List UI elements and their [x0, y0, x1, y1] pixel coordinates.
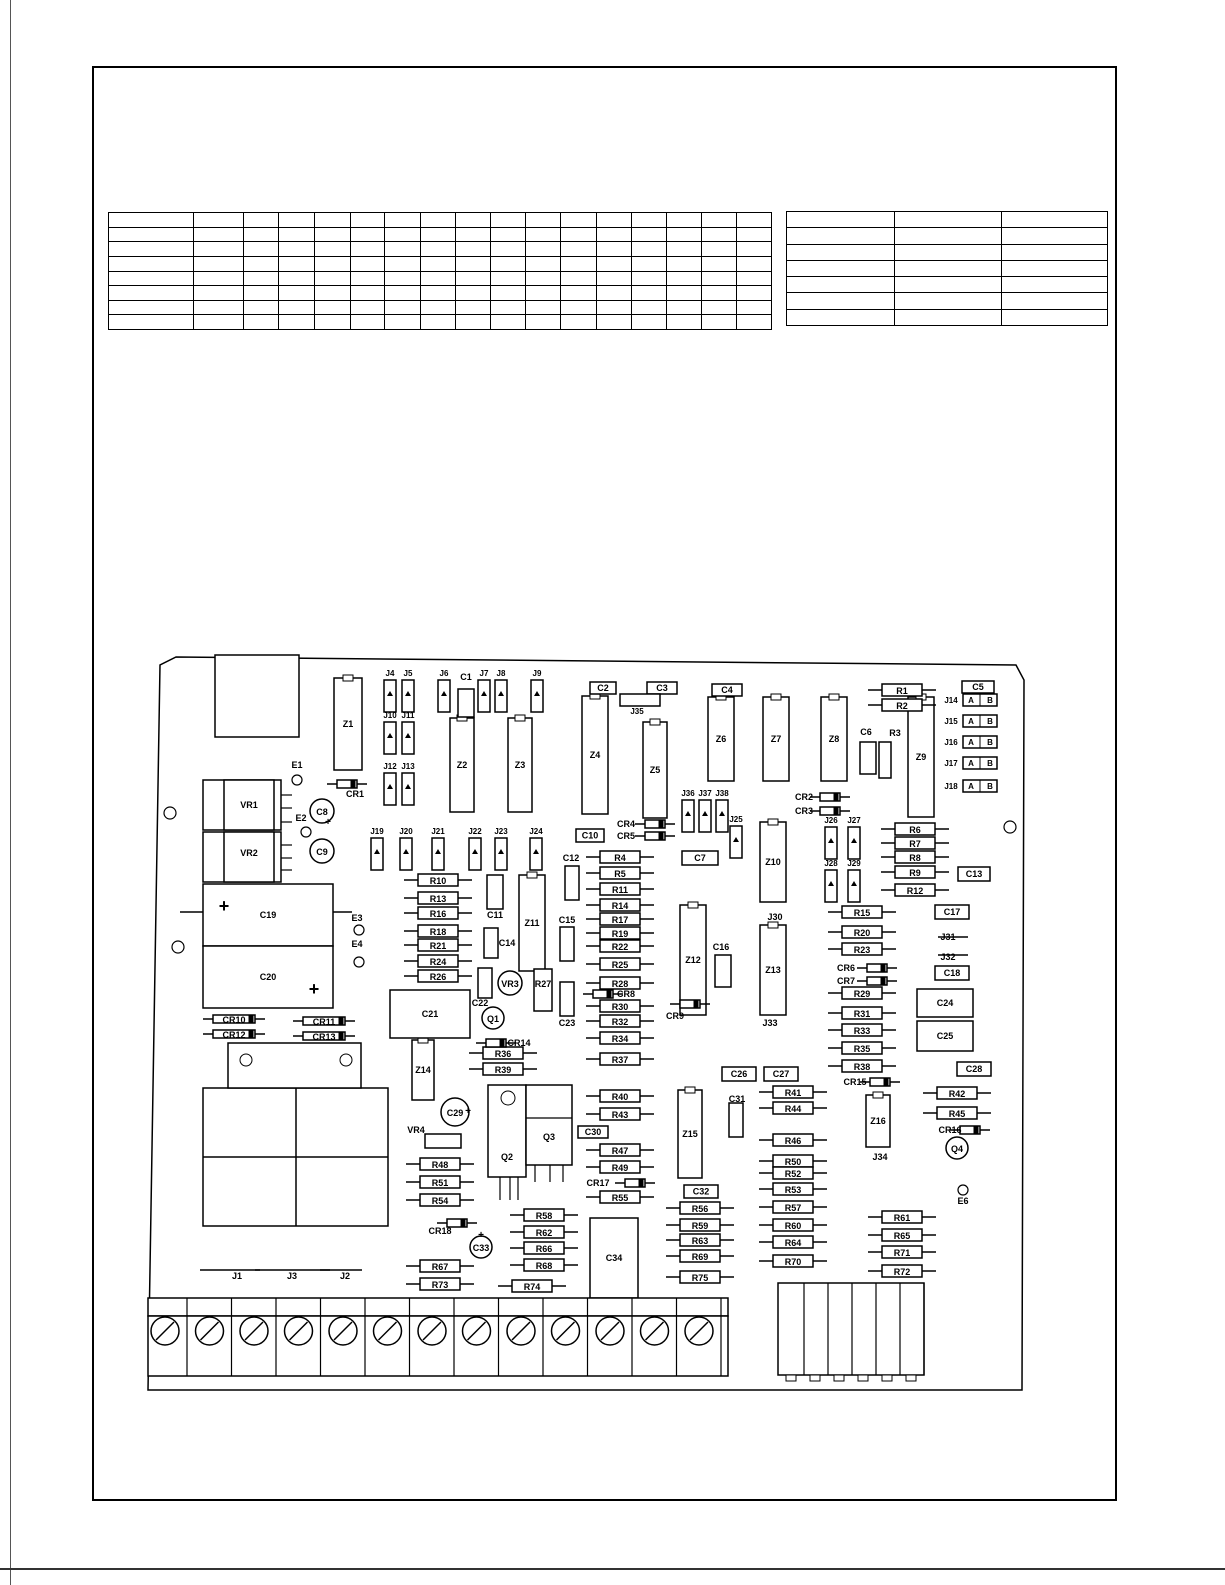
diode-band-icon — [249, 1030, 253, 1038]
resistor-label-r15: R15 — [853, 908, 871, 918]
jumper-label-j10: J10 — [383, 711, 397, 720]
ic-label-z5: Z5 — [649, 765, 661, 775]
capacitor-label-c9: C9 — [316, 847, 328, 857]
diode-label-cr17: CR17 — [586, 1178, 610, 1188]
capacitor-label-c26: C26 — [730, 1069, 748, 1079]
resistor-label-r43: R43 — [611, 1110, 629, 1120]
mounting-hole-icon — [501, 1091, 515, 1105]
capacitor-label-c33: C33 — [472, 1243, 490, 1253]
diode-band-icon — [834, 793, 838, 801]
resistor-label-r63: R63 — [691, 1236, 709, 1246]
resistor-label-r17: R17 — [611, 915, 629, 925]
jumper-label-j20: J20 — [399, 827, 413, 836]
regulator-label-vr4: VR4 — [407, 1125, 425, 1135]
diode-band-icon — [339, 1032, 343, 1040]
capacitor-label-c6: C6 — [860, 727, 872, 737]
ic-notch-icon — [768, 922, 778, 928]
capacitor-label-c29: C29 — [446, 1108, 464, 1118]
resistor-label-r9: R9 — [909, 868, 921, 878]
regulator-label-vr3: VR3 — [501, 979, 519, 989]
capacitor-label-c31: C31 — [728, 1094, 746, 1104]
diode-band-icon — [834, 807, 838, 815]
resistor-label-r12: R12 — [906, 886, 924, 896]
resistor-label-r30: R30 — [611, 1002, 629, 1012]
capacitor-label-c5: C5 — [972, 682, 984, 692]
jumper-label-j37: J37 — [698, 789, 712, 798]
resistor-label-r67: R67 — [431, 1262, 449, 1272]
diode-label-cr16: CR16 — [938, 1125, 962, 1135]
resistor-label-r23: R23 — [853, 945, 871, 955]
resistor-label-r5: R5 — [614, 869, 626, 879]
resistor-label-r69: R69 — [691, 1252, 709, 1262]
resistor-label-r48: R48 — [431, 1160, 449, 1170]
resistor-label-r28: R28 — [611, 979, 629, 989]
resistor-label-r14: R14 — [611, 901, 629, 911]
capacitor-label-c12: C12 — [562, 853, 580, 863]
capacitor-label-c8: C8 — [316, 807, 328, 817]
resistor-label-r54: R54 — [431, 1196, 449, 1206]
capacitor-c14 — [484, 928, 498, 958]
jumper-position-a: A — [968, 738, 974, 747]
transistor-label-q1: Q1 — [486, 1014, 500, 1024]
pin-icon — [906, 1375, 916, 1381]
ic-label-z12: Z12 — [685, 955, 701, 965]
jumper-label-j15: J15 — [944, 717, 958, 726]
resistor-label-r65: R65 — [893, 1231, 911, 1241]
capacitor-label-c24: C24 — [936, 998, 954, 1008]
diode-band-icon — [351, 780, 355, 788]
jumper-label-j36: J36 — [681, 789, 695, 798]
resistor-label-r7: R7 — [909, 839, 921, 849]
ic-label-z14: Z14 — [415, 1065, 431, 1075]
terminal-e2 — [301, 827, 311, 837]
plus-sign-icon: + — [478, 1230, 484, 1241]
resistor-label-r40: R40 — [611, 1092, 629, 1102]
terminal-e6 — [958, 1185, 968, 1195]
ic-label-z6: Z6 — [715, 734, 727, 744]
capacitor-label-c34: C34 — [605, 1253, 623, 1263]
diode-label-cr8: CR8 — [616, 989, 636, 999]
diode-label-cr18: CR18 — [428, 1226, 452, 1236]
diode-band-icon — [881, 977, 885, 985]
resistor-r27 — [534, 969, 552, 1011]
diode-label-cr5: CR5 — [616, 831, 636, 841]
jumper-label-j28: J28 — [824, 859, 838, 868]
ic-notch-icon — [829, 694, 839, 700]
ic-label-z15: Z15 — [682, 1129, 698, 1139]
jumper-label-j14: J14 — [944, 696, 958, 705]
diode-label-cr14: CR14 — [507, 1038, 531, 1048]
resistor-label-r11: R11 — [611, 885, 629, 895]
resistor-label-r2: R2 — [896, 701, 908, 711]
resistor-label-r46: R46 — [784, 1136, 802, 1146]
diode-band-icon — [249, 1015, 253, 1023]
mounting-hole-icon — [340, 1054, 352, 1066]
transistor-label-q4: Q4 — [950, 1144, 964, 1154]
pin-icon — [858, 1375, 868, 1381]
jumper-label-j29: J29 — [847, 859, 861, 868]
jumper-label-j3: J3 — [286, 1271, 298, 1281]
resistor-label-r55: R55 — [611, 1193, 629, 1203]
pin-header-connector — [778, 1283, 924, 1375]
capacitor-label-c14: C14 — [498, 938, 516, 948]
resistor-label-r61: R61 — [893, 1213, 911, 1223]
resistor-label-r73: R73 — [431, 1280, 449, 1290]
resistor-label-r57: R57 — [784, 1203, 802, 1213]
jumper-j35 — [620, 694, 660, 706]
capacitor-c22 — [478, 968, 492, 998]
jumper-label-j5: J5 — [403, 669, 413, 678]
resistor-label-r56: R56 — [691, 1204, 709, 1214]
diode-label-cr6: CR6 — [836, 963, 856, 973]
ic-notch-icon — [527, 872, 537, 878]
jumper-label-j12: J12 — [383, 762, 397, 771]
diode-label-cr2: CR2 — [794, 792, 814, 802]
resistor-label-r22: R22 — [611, 942, 629, 952]
jumper-label-j25: J25 — [729, 815, 743, 824]
resistor-label-r53: R53 — [784, 1185, 802, 1195]
jumper-label-j22: J22 — [468, 827, 482, 836]
jumper-label-j32: J32 — [940, 952, 956, 962]
capacitor-label-c13: C13 — [965, 869, 983, 879]
resistor-label-r74: R74 — [523, 1282, 541, 1292]
jumper-position-a: A — [968, 696, 974, 705]
regulator-label-vr2: VR2 — [240, 848, 258, 858]
capacitor-label-c4: C4 — [721, 685, 733, 695]
capacitor-c6 — [860, 742, 876, 774]
mounting-hole-icon — [164, 807, 176, 819]
capacitor-label-c10: C10 — [581, 830, 599, 841]
jumper-label-j23: J23 — [494, 827, 508, 836]
diode-label-cr13: CR13 — [312, 1032, 336, 1042]
resistor-label-r66: R66 — [535, 1244, 553, 1254]
resistor-label-r38: R38 — [853, 1062, 871, 1072]
capacitor-c16 — [715, 955, 731, 987]
ic-label-z1: Z1 — [342, 719, 354, 729]
resistor-label-r1: R1 — [896, 686, 908, 696]
resistor-label-r68: R68 — [535, 1261, 553, 1271]
jumper-position-b: B — [987, 696, 993, 705]
capacitor-label-c17: C17 — [943, 907, 961, 917]
jumper-position-b: B — [987, 782, 993, 791]
capacitor-c23 — [560, 982, 574, 1016]
diode-label-cr12: CR12 — [222, 1030, 246, 1040]
ic-label-z7: Z7 — [770, 734, 782, 744]
diode-label-cr10: CR10 — [222, 1015, 246, 1025]
jumper-label-j38: J38 — [715, 789, 729, 798]
jumper-label-j35: J35 — [630, 707, 644, 716]
capacitor-label-c20: C20 — [259, 972, 277, 982]
resistor-label-r37: R37 — [611, 1055, 629, 1065]
mounting-hole-icon — [240, 1054, 252, 1066]
ic-label-z13: Z13 — [765, 965, 781, 975]
diode-label-cr9: CR9 — [665, 1011, 685, 1021]
jumper-label-j13: J13 — [401, 762, 415, 771]
jumper-label-j7: J7 — [479, 669, 489, 678]
terminal-e3 — [354, 925, 364, 935]
terminal-label-e6: E6 — [957, 1196, 969, 1206]
diode-band-icon — [659, 832, 663, 840]
diode-band-icon — [500, 1039, 504, 1047]
resistor-label-r13: R13 — [429, 894, 447, 904]
resistor-label-r62: R62 — [535, 1228, 553, 1238]
diode-label-cr15: CR15 — [843, 1077, 867, 1087]
resistor-label-r6: R6 — [909, 825, 921, 835]
capacitor-label-c15: C15 — [558, 915, 576, 925]
jumper-label-j2: J2 — [339, 1271, 351, 1281]
capacitor-label-c7: C7 — [694, 853, 706, 863]
terminal-label-e4: E4 — [351, 939, 363, 949]
resistor-label-r75: R75 — [691, 1273, 709, 1283]
resistor-label-r3: R3 — [889, 728, 901, 738]
ic-label-z8: Z8 — [828, 734, 840, 744]
resistor-label-r18: R18 — [429, 927, 447, 937]
terminal-block-top — [148, 1298, 728, 1316]
ic-label-z4: Z4 — [589, 750, 601, 760]
resistor-label-r47: R47 — [611, 1146, 629, 1156]
terminal-e4 — [354, 957, 364, 967]
capacitor-c11 — [487, 875, 503, 909]
terminal-label-e2: E2 — [295, 813, 307, 823]
regulator-vr4 — [425, 1134, 461, 1148]
jumper-label-j9: J9 — [532, 669, 542, 678]
jumper-label-j18: J18 — [944, 782, 958, 791]
diode-band-icon — [659, 820, 663, 828]
capacitor-label-c21: C21 — [421, 1009, 439, 1019]
jumper-position-b: B — [987, 738, 993, 747]
jumper-label-j33: J33 — [762, 1018, 778, 1028]
resistor-label-r45: R45 — [948, 1109, 966, 1119]
resistor-label-r24: R24 — [429, 957, 447, 967]
capacitor-label-c18: C18 — [943, 968, 961, 978]
diode-label-cr4: CR4 — [616, 819, 636, 829]
ic-notch-icon — [768, 819, 778, 825]
resistor-label-r25: R25 — [611, 960, 629, 970]
resistor-label-r60: R60 — [784, 1221, 802, 1231]
mounting-hole-icon — [172, 941, 184, 953]
diode-label-cr1: CR1 — [345, 789, 365, 799]
jumper-label-j26: J26 — [824, 816, 838, 825]
pin-icon — [810, 1375, 820, 1381]
ic-notch-icon — [515, 715, 525, 721]
resistor-label-r39: R39 — [494, 1065, 512, 1075]
jumper-position-b: B — [987, 759, 993, 768]
resistor-label-r42: R42 — [948, 1089, 966, 1099]
resistor-label-r70: R70 — [784, 1257, 802, 1267]
jumper-label-j27: J27 — [847, 816, 861, 825]
ic-notch-icon — [343, 675, 353, 681]
jumper-label-j24: J24 — [529, 827, 543, 836]
resistor-label-r64: R64 — [784, 1238, 802, 1248]
diode-band-icon — [694, 1000, 698, 1008]
capacitor-label-c32: C32 — [692, 1186, 710, 1197]
diode-band-icon — [607, 990, 611, 998]
resistor-label-r32: R32 — [611, 1017, 629, 1027]
diode-label-cr7: CR7 — [836, 976, 856, 986]
diode-band-icon — [639, 1179, 643, 1187]
ic-label-z3: Z3 — [514, 760, 526, 770]
capacitor-c15 — [560, 927, 574, 961]
resistor-label-r31: R31 — [853, 1009, 871, 1019]
capacitor-label-c25: C25 — [936, 1031, 954, 1041]
jumper-label-j17: J17 — [944, 759, 958, 768]
pin-icon — [834, 1375, 844, 1381]
capacitor-label-c16: C16 — [712, 942, 730, 952]
ic-label-z9: Z9 — [915, 752, 927, 762]
resistor-label-r51: R51 — [431, 1178, 449, 1188]
jumper-label-j19: J19 — [370, 827, 384, 836]
resistor-label-r33: R33 — [853, 1026, 871, 1036]
ic-notch-icon — [873, 1092, 883, 1098]
ic-notch-icon — [688, 902, 698, 908]
jumper-position-a: A — [968, 782, 974, 791]
plus-sign-icon: + — [218, 896, 230, 916]
resistor-label-r34: R34 — [611, 1034, 629, 1044]
capacitor-label-c27: C27 — [772, 1069, 790, 1079]
transistor-label-q2: Q2 — [500, 1152, 514, 1162]
capacitor-label-c23: C23 — [558, 1018, 576, 1028]
resistor-label-r20: R20 — [853, 928, 871, 938]
ic-label-z10: Z10 — [765, 857, 781, 867]
diode-band-icon — [974, 1126, 978, 1134]
pin-icon — [786, 1375, 796, 1381]
diode-label-cr11: CR11 — [312, 1017, 336, 1027]
resistor-label-r26: R26 — [429, 972, 447, 982]
mounting-hole-icon — [1004, 821, 1016, 833]
pin-icon — [882, 1375, 892, 1381]
resistor-label-r29: R29 — [853, 989, 871, 999]
resistor-label-r36: R36 — [494, 1049, 512, 1059]
jumper-position-a: A — [968, 717, 974, 726]
diode-band-icon — [884, 1078, 888, 1086]
jumper-label-j21: J21 — [431, 827, 445, 836]
resistor-label-r44: R44 — [784, 1104, 802, 1114]
capacitor-label-c30: C30 — [584, 1127, 602, 1137]
capacitor-label-c3: C3 — [656, 683, 668, 693]
ic-notch-icon — [650, 719, 660, 725]
diode-band-icon — [461, 1219, 465, 1227]
resistor-label-r10: R10 — [429, 876, 447, 886]
resistor-label-r49: R49 — [611, 1163, 629, 1173]
resistor-label-r4: R4 — [614, 853, 626, 863]
ic-label-z16: Z16 — [870, 1116, 886, 1126]
resistor-r3 — [879, 742, 891, 778]
plus-sign-icon: + — [325, 817, 331, 828]
resistor-label-r8: R8 — [909, 853, 921, 863]
capacitor-label-c28: C28 — [965, 1064, 983, 1074]
jumper-label-j34: J34 — [872, 1152, 888, 1162]
jumper-label-j30: J30 — [767, 912, 783, 922]
capacitor-c1 — [458, 689, 474, 717]
ic-label-z11: Z11 — [524, 918, 540, 928]
terminal-label-e3: E3 — [351, 913, 363, 923]
diode-band-icon — [881, 964, 885, 972]
transistor-label-q3: Q3 — [542, 1132, 556, 1142]
jumper-label-j31: J31 — [940, 932, 956, 942]
plus-sign-icon: + — [465, 1106, 471, 1117]
terminal-e1 — [292, 775, 302, 785]
resistor-label-r35: R35 — [853, 1044, 871, 1054]
resistor-label-r71: R71 — [893, 1248, 911, 1258]
jumper-label-j4: J4 — [385, 669, 395, 678]
capacitor-label-c2: C2 — [597, 683, 609, 693]
capacitor-label-c19: C19 — [259, 910, 277, 920]
jumper-position-a: A — [968, 759, 974, 768]
jumper-label-j11: J11 — [401, 711, 415, 720]
diode-label-cr3: CR3 — [794, 806, 814, 816]
capacitor-c12 — [565, 866, 579, 900]
resistor-label-r72: R72 — [893, 1267, 911, 1277]
diode-band-icon — [339, 1017, 343, 1025]
capacitor-label-c1: C1 — [460, 672, 472, 682]
capacitor-c31 — [729, 1103, 743, 1137]
transistor-q3 — [526, 1085, 572, 1165]
ic-label-z2: Z2 — [456, 760, 468, 770]
resistor-label-r50: R50 — [784, 1157, 802, 1167]
resistor-label-r21: R21 — [429, 941, 447, 951]
jumper-label-j16: J16 — [944, 738, 958, 747]
jumper-label-j6: J6 — [439, 669, 449, 678]
regulator-label-vr1: VR1 — [240, 800, 258, 810]
ic-notch-icon — [771, 694, 781, 700]
capacitor-label-c22: C22 — [471, 998, 489, 1008]
resistor-label-r27: R27 — [534, 979, 552, 989]
resistor-label-r19: R19 — [611, 929, 629, 939]
resistor-label-r58: R58 — [535, 1211, 553, 1221]
resistor-label-r16: R16 — [429, 909, 447, 919]
plus-sign-icon: + — [308, 979, 320, 999]
ic-notch-icon — [685, 1087, 695, 1093]
resistor-label-r52: R52 — [784, 1169, 802, 1179]
connector-block — [215, 655, 299, 737]
resistor-label-r41: R41 — [784, 1088, 802, 1098]
terminal-label-e1: E1 — [291, 760, 303, 770]
resistor-label-r59: R59 — [691, 1221, 709, 1231]
jumper-label-j1: J1 — [231, 1271, 243, 1281]
jumper-label-j8: J8 — [496, 669, 506, 678]
capacitor-label-c11: C11 — [486, 910, 504, 920]
jumper-position-b: B — [987, 717, 993, 726]
